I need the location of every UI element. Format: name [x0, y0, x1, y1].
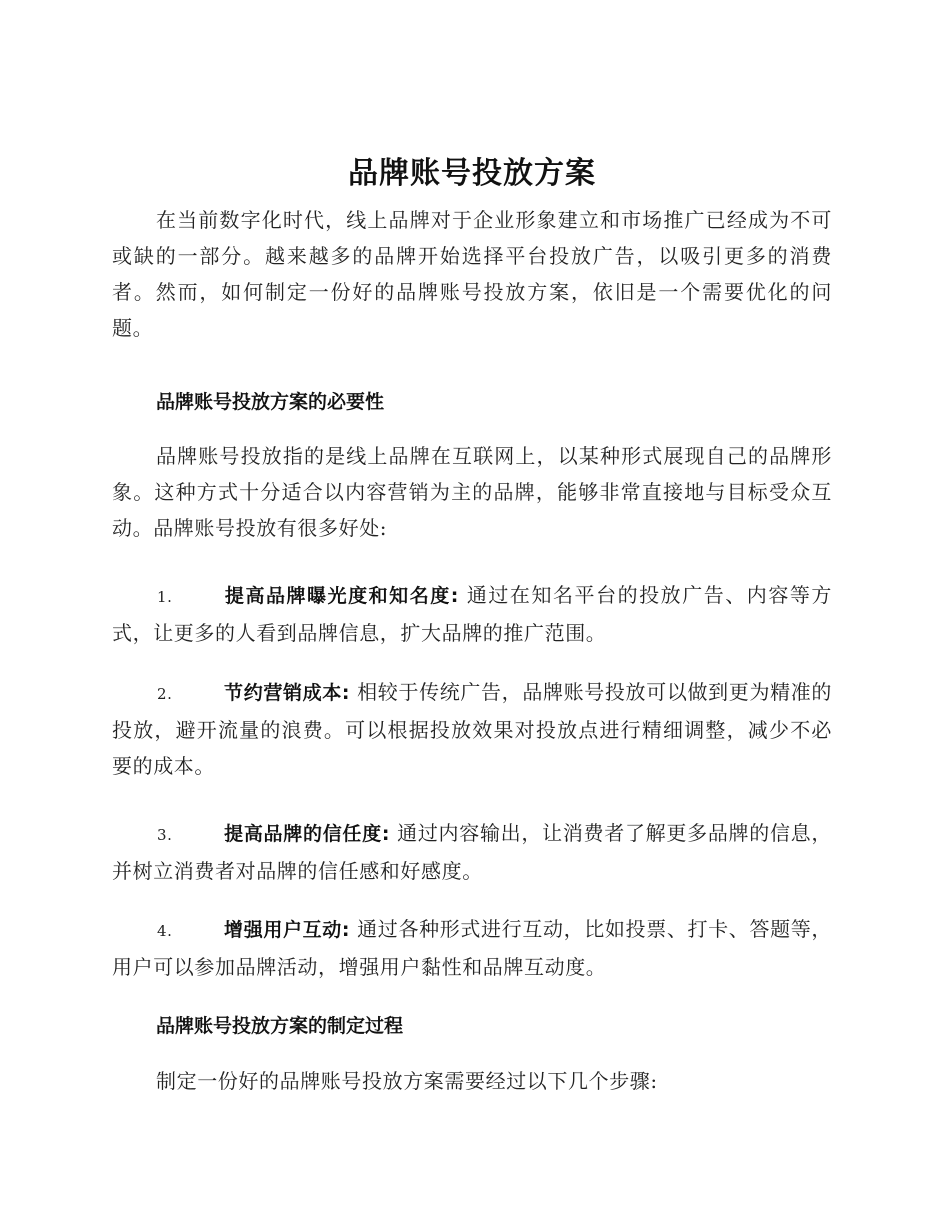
section-heading-necessity: 品牌账号投放方案的必要性 [156, 391, 385, 413]
list-text: 通过内容输出，让消费者了解更多品牌的信息，并树立消费者对品牌的信任感和好感度。 [112, 821, 832, 883]
list-term: 提高品牌的信任度: [224, 823, 391, 845]
intro-paragraph: 在当前数字化时代，线上品牌对于企业形象建立和市场推广已经成为不可或缺的一部分。越来越多的品牌开始选择平台投放广告，以吸引更多的消费者。然而，如何制定一份好的品牌账号投放方案，依旧是一个需要优化的问题。 [112, 208, 832, 340]
list-term: 提高品牌曝光度和知名度: [224, 585, 459, 607]
list-text: 通过各种形式进行互动，比如投票、打卡、答题等，用户可以参加品牌活动，增强用户黏性和品牌互动度。 [112, 917, 832, 979]
list-number: 2. [157, 685, 173, 703]
list-number: 3. [157, 826, 173, 844]
list-item [112, 577, 832, 651]
section-heading-process: 品牌账号投放方案的制定过程 [156, 1015, 404, 1037]
list-item [112, 674, 832, 784]
list-term: 增强用户互动: [224, 919, 351, 941]
list-text: 通过在知名平台的投放广告、内容等方式，让更多的人看到品牌信息，扩大品牌的推广范围。 [112, 583, 832, 645]
list-text: 相较于传统广告，品牌账号投放可以做到更为精准的投放，避开流量的浪费。可以根据投放效果对投放点进行精细调整，减少不必要的成本。 [112, 680, 832, 778]
list-number: 1. [157, 588, 173, 606]
section-body-necessity: 品牌账号投放指的是线上品牌在互联网上，以某种形式展现自己的品牌形象。这种方式十分适合以内容营销为主的品牌，能够非常直接地与目标受众互动。品牌账号投放有很多好处: [112, 444, 832, 540]
document-title: 品牌账号投放方案 [348, 156, 596, 191]
list-item [112, 911, 832, 985]
list-item [112, 815, 832, 889]
section-body-process: 制定一份好的品牌账号投放方案需要经过以下几个步骤: [156, 1069, 658, 1093]
list-number: 4. [157, 922, 173, 940]
list-term: 节约营销成本: [224, 682, 351, 704]
